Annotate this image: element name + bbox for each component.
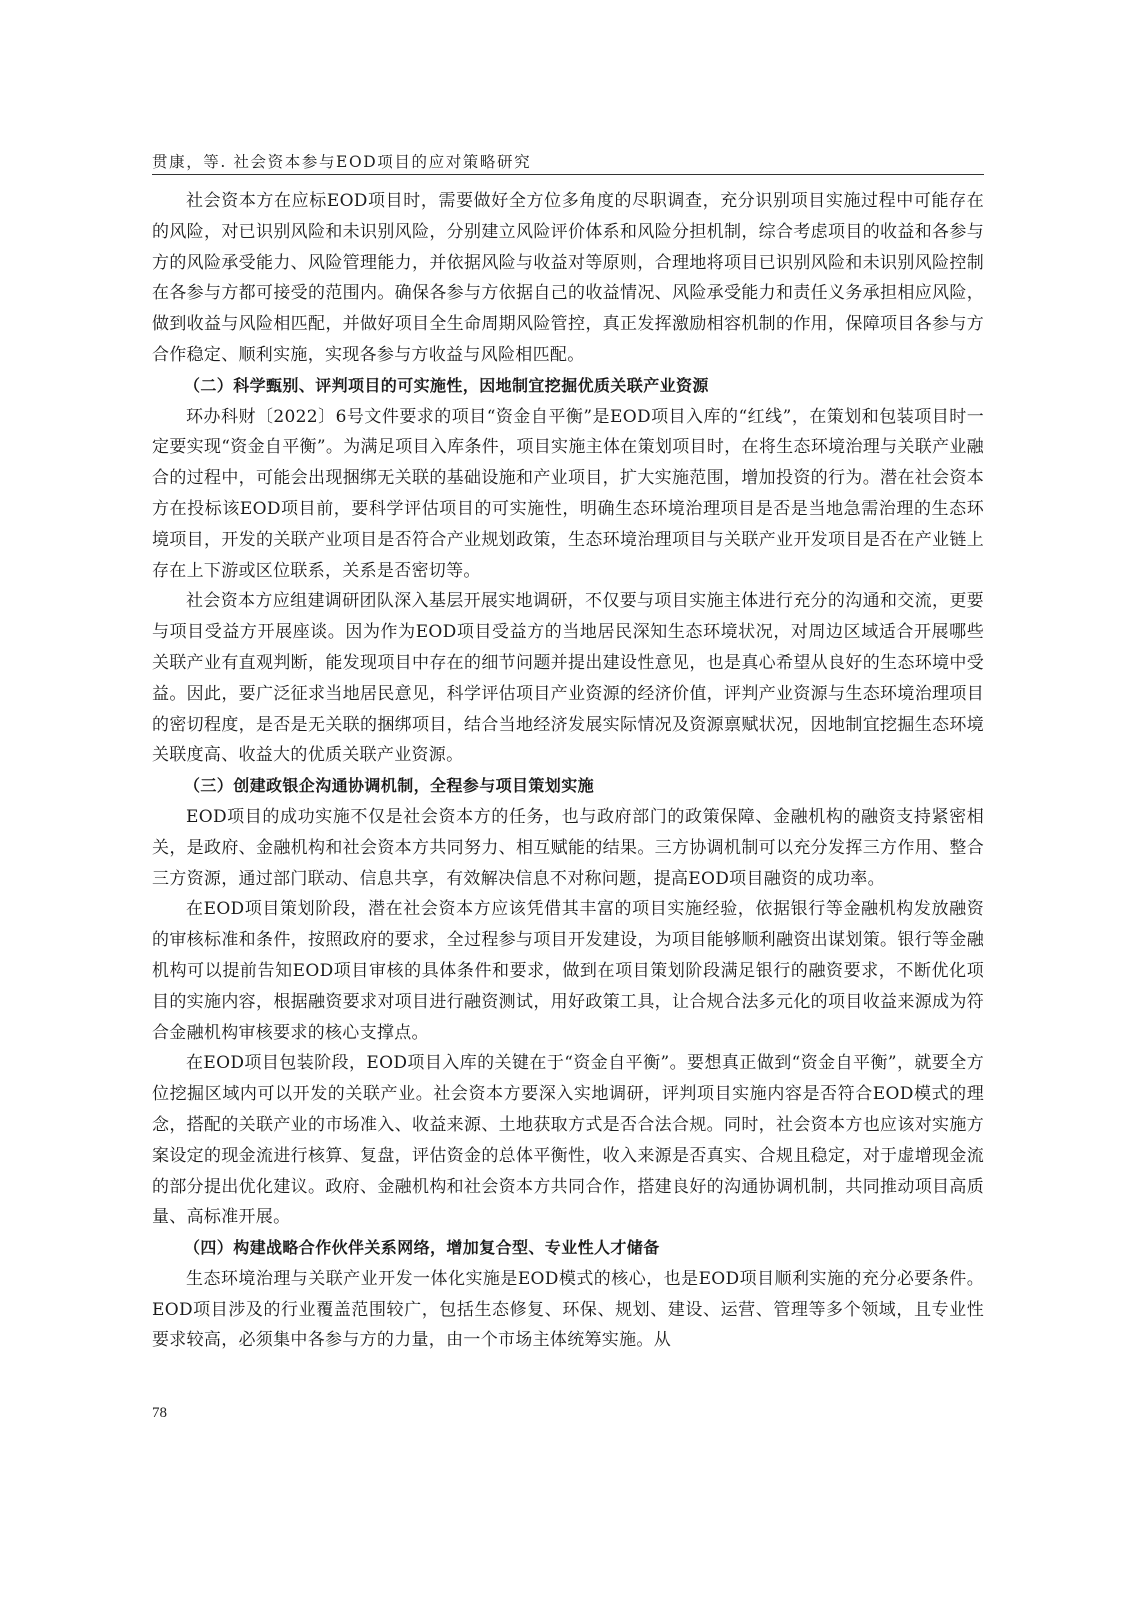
page-number: 78 bbox=[152, 1405, 167, 1421]
paragraph: 在EOD项目包装阶段，EOD项目入库的关键在于“资金自平衡”。要想真正做到“资金自平衡”，就要全方位挖掘区域内可以开发的关联产业。社会资本方要深入实地调研，评判项目实施内容是否符合EOD模式的理念，搭配的关联产业的市场准入、收益来源、土地获取方式是否合法合规。同时，社会资本方也应该对实施方案设定的现金流进行核算、复盘，评估资金的总体平衡性，收入来源是否真实、合规且稳定，对于虚增现金流的部分提出优化建议。政府、金融机构和社会资本方共同合作，搭建良好的沟通协调机制，共同推动项目高质量、高标准开展。 bbox=[152, 1053, 984, 1228]
paragraph: 社会资本方应组建调研团队深入基层开展实地调研，不仅要与项目实施主体进行充分的沟通和交流，更要与项目受益方开展座谈。因为作为EOD项目受益方的当地居民深知生态环境状况，对周边区域适合开展哪些关联产业有直观判断，能发现项目中存在的细节问题并提出建设性意见，也是真心希望从良好的生态环境中受益。因此，要广泛征求当地居民意见，科学评估项目产业资源的经济价值，评判产业资源与生态环境治理项目的密切程度，是否是无关联的捆绑项目，结合当地经济发展实际情况及资源禀赋状况，因地制宜挖掘生态环境关联度高、收益大的优质关联产业资源。 bbox=[152, 591, 984, 766]
paragraph: 生态环境治理与关联产业开发一体化实施是EOD模式的核心，也是EOD项目顺利实施的充分必要条件。EOD项目涉及的行业覆盖范围较广，包括生态修复、环保、规划、建设、运营、管理等多个领域，且专业性要求较高，必须集中各参与方的力量，由一个市场主体统筹实施。从 bbox=[152, 1268, 984, 1351]
paragraph: 在EOD项目策划阶段，潜在社会资本方应该凭借其丰富的项目实施经验，依据银行等金融机构发放融资的审核标准和条件，按照政府的要求，全过程参与项目开发建设，为项目能够顺利融资出谋划策。银行等金融机构可以提前告知EOD项目审核的具体条件和要求，做到在项目策划阶段满足银行的融资要求，不断优化项目的实施内容，根据融资要求对项目进行融资测试，用好政策工具，让合规合法多元化的项目收益来源成为符合金融机构审核要求的核心支撑点。 bbox=[152, 899, 984, 1043]
article-body bbox=[152, 186, 984, 1356]
section-heading: （三）创建政银企沟通协调机制，全程参与项目策划实施 bbox=[184, 776, 595, 796]
paragraph: 社会资本方在应标EOD项目时，需要做好全方位多角度的尽职调查，充分识别项目实施过程中可能存在的风险，对已识别风险和未识别风险，分别建立风险评价体系和风险分担机制，综合考虑项目的收益和各参与方的风险承受能力、风险管理能力，并依据风险与收益对等原则，合理地将项目已识别风险和未识别风险控制在各参与方都可接受的范围内。确保各参与方依据自己的收益情况、风险承受能力和责任义务承担相应风险，做到收益与风险相匹配，并做好项目全生命周期风险管控，真正发挥激励相容机制的作用，保障项目各参与方合作稳定、顺利实施，实现各参与方收益与风险相匹配。 bbox=[152, 191, 984, 365]
section-heading: （二）科学甄别、评判项目的可实施性，因地制宜挖掘优质关联产业资源 bbox=[184, 375, 709, 395]
section-heading: （四）构建战略合作伙伴关系网络，增加复合型、专业性人才储备 bbox=[184, 1238, 660, 1258]
header-rule bbox=[152, 174, 984, 175]
paragraph: 环办科财〔2022〕6号文件要求的项目“资金自平衡”是EOD项目入库的“红线”，在策划和包装项目时一定要实现“资金自平衡”。为满足项目入库条件，项目实施主体在策划项目时，在将生态环境治理与关联产业融合的过程中，可能会出现捆绑无关联的基础设施和产业项目，扩大实施范围，增加投资的行为。潜在社会资本方在投标该EOD项目前，要科学评估项目的可实施性，明确生态环境治理项目是否是当地急需治理的生态环境项目，开发的关联产业项目是否符合产业规划政策，生态环境治理项目与关联产业开发项目是否在产业链上存在上下游或区位联系，关系是否密切等。 bbox=[152, 406, 984, 581]
running-head: 贯康，等. 社会资本参与EOD项目的应对策略研究 bbox=[152, 153, 532, 171]
paragraph: EOD项目的成功实施不仅是社会资本方的任务，也与政府部门的政策保障、金融机构的融资支持紧密相关，是政府、金融机构和社会资本方共同努力、相互赋能的结果。三方协调机制可以充分发挥三方作用、整合三方资源，通过部门联动、信息共享，有效解决信息不对称问题，提高EOD项目融资的成功率。 bbox=[152, 806, 984, 889]
